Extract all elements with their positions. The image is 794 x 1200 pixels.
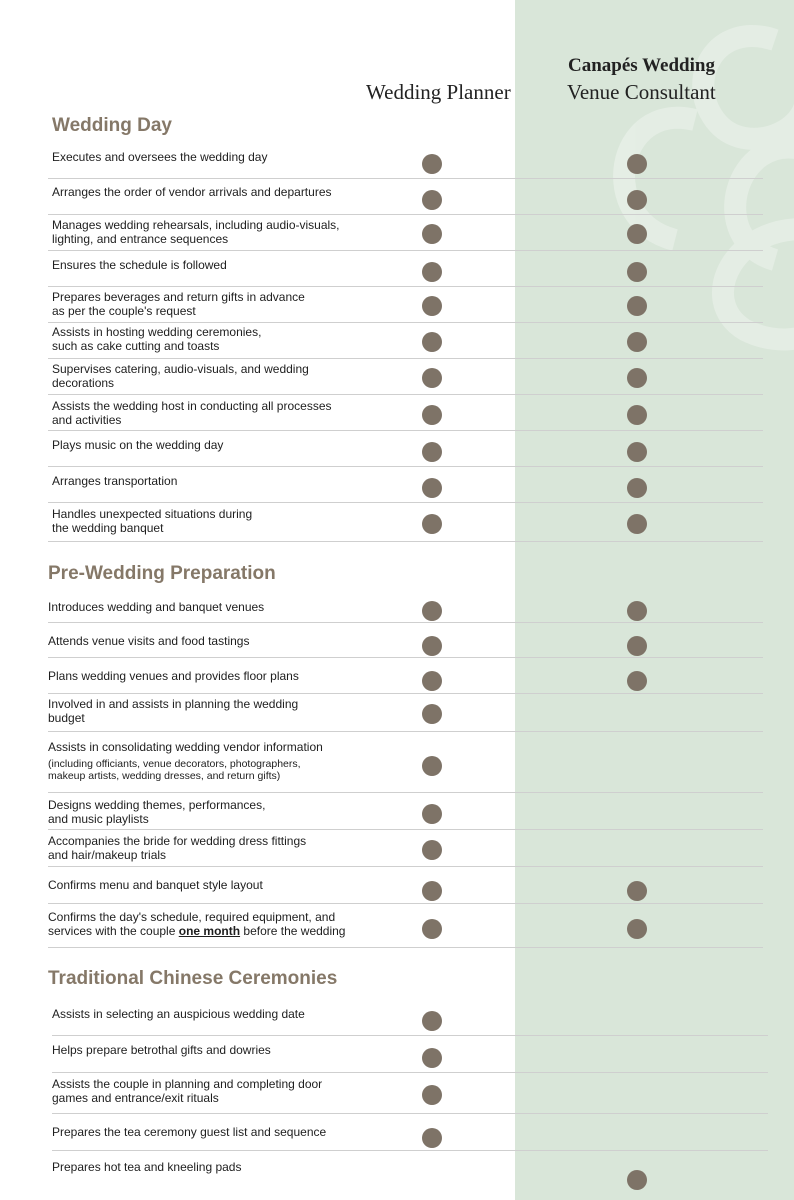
- row-label: Designs wedding themes, performances, and music playlists: [48, 798, 266, 826]
- row-label: Confirms menu and banquet style layout: [48, 878, 263, 892]
- venue-consultant-check-dot: [627, 478, 647, 498]
- row-divider: [48, 657, 763, 658]
- row-label: Executes and oversees the wedding day: [52, 150, 268, 164]
- row-label: Handles unexpected situations during the wedding banquet: [52, 507, 253, 535]
- row-label: Attends venue visits and food tastings: [48, 634, 250, 648]
- row-divider: [52, 1035, 768, 1036]
- row-divider: [48, 829, 763, 830]
- row-divider: [48, 286, 763, 287]
- row-divider: [48, 502, 763, 503]
- wedding-planner-check-dot: [422, 881, 442, 901]
- row-divider: [48, 178, 763, 179]
- row-label: Assists in hosting wedding ceremonies, such as cake cutting and toasts: [52, 325, 262, 353]
- row-divider: [48, 731, 763, 732]
- wedding-planner-check-dot: [422, 1011, 442, 1031]
- row-divider: [48, 430, 763, 431]
- wedding-planner-check-dot: [422, 804, 442, 824]
- wedding-planner-check-dot: [422, 154, 442, 174]
- row-divider: [48, 792, 763, 793]
- row-label: Manages wedding rehearsals, including audio-visuals, lighting, and entrance sequences: [52, 218, 340, 246]
- wedding-planner-check-dot: [422, 1048, 442, 1068]
- wedding-planner-check-dot: [422, 190, 442, 210]
- venue-consultant-check-dot: [627, 514, 647, 534]
- section-title: Wedding Day: [52, 115, 172, 136]
- wedding-planner-check-dot: [422, 368, 442, 388]
- row-label: Arranges the order of vendor arrivals and departures: [52, 185, 332, 199]
- section-title: Pre-Wedding Preparation: [48, 563, 276, 584]
- column-header-venue-consultant: Venue Consultant: [567, 80, 716, 104]
- row-label: Assists in selecting an auspicious wedding date: [52, 1007, 305, 1021]
- emphasis-one-month: one month: [178, 924, 241, 938]
- venue-consultant-check-dot: [627, 368, 647, 388]
- wedding-planner-check-dot: [422, 514, 442, 534]
- row-divider: [48, 394, 763, 395]
- wedding-planner-check-dot: [422, 405, 442, 425]
- row-divider: [48, 693, 763, 694]
- row-label: Prepares the tea ceremony guest list and sequence: [52, 1125, 327, 1139]
- wedding-planner-check-dot: [422, 1085, 442, 1105]
- venue-consultant-check-dot: [627, 405, 647, 425]
- row-label: Prepares hot tea and kneeling pads: [52, 1160, 242, 1174]
- row-divider: [48, 903, 763, 904]
- wedding-planner-check-dot: [422, 756, 442, 776]
- venue-consultant-check-dot: [627, 332, 647, 352]
- wedding-planner-check-dot: [422, 262, 442, 282]
- row-label: Plans wedding venues and provides floor plans: [48, 669, 299, 683]
- row-divider: [48, 322, 763, 323]
- wedding-planner-check-dot: [422, 601, 442, 621]
- row-label: Supervises catering, audio-visuals, and wedding decorations: [52, 362, 309, 390]
- row-divider: [48, 214, 763, 215]
- row-label: Confirms the day's schedule, required equipment, and services with the couple one month before the wedding: [48, 910, 346, 938]
- row-divider: [52, 1072, 768, 1073]
- venue-consultant-check-dot: [627, 671, 647, 691]
- wedding-planner-check-dot: [422, 224, 442, 244]
- row-label: Plays music on the wedding day: [52, 438, 224, 452]
- row-label: Helps prepare betrothal gifts and dowries: [52, 1043, 271, 1057]
- wedding-planner-check-dot: [422, 840, 442, 860]
- row-label: Assists in consolidating wedding vendor information (including officiants, venue decorators, photographers, makeup artists, wedding dresses, and return gifts): [48, 740, 348, 782]
- venue-consultant-check-dot: [627, 919, 647, 939]
- row-divider: [48, 358, 763, 359]
- venue-consultant-check-dot: [627, 224, 647, 244]
- venue-consultant-check-dot: [627, 154, 647, 174]
- venue-consultant-check-dot: [627, 296, 647, 316]
- row-label: Ensures the schedule is followed: [52, 258, 227, 272]
- row-divider: [52, 1113, 768, 1114]
- section-title: Traditional Chinese Ceremonies: [48, 968, 338, 989]
- wedding-planner-check-dot: [422, 704, 442, 724]
- column-header-canapes-wedding: Canapés Wedding: [568, 55, 715, 76]
- wedding-planner-check-dot: [422, 296, 442, 316]
- row-label: Assists the couple in planning and completing door games and entrance/exit rituals: [52, 1077, 323, 1105]
- venue-consultant-check-dot: [627, 190, 647, 210]
- wedding-planner-check-dot: [422, 478, 442, 498]
- venue-consultant-check-dot: [627, 262, 647, 282]
- venue-consultant-check-dot: [627, 881, 647, 901]
- venue-consultant-check-dot: [627, 442, 647, 462]
- wedding-planner-check-dot: [422, 332, 442, 352]
- row-divider: [48, 866, 763, 867]
- wedding-planner-check-dot: [422, 636, 442, 656]
- wedding-planner-check-dot: [422, 1128, 442, 1148]
- row-label: Introduces wedding and banquet venues: [48, 600, 265, 614]
- column-header-wedding-planner: Wedding Planner: [366, 80, 511, 104]
- row-divider: [48, 250, 763, 251]
- row-divider: [48, 622, 763, 623]
- row-label: Arranges transportation: [52, 474, 178, 488]
- wedding-planner-check-dot: [422, 671, 442, 691]
- wedding-planner-check-dot: [422, 442, 442, 462]
- row-label: Prepares beverages and return gifts in advance as per the couple's request: [52, 290, 305, 318]
- venue-consultant-check-dot: [627, 601, 647, 621]
- row-divider: [48, 541, 763, 542]
- row-divider: [48, 466, 763, 467]
- row-label: Accompanies the bride for wedding dress fittings and hair/makeup trials: [48, 834, 307, 862]
- venue-consultant-check-dot: [627, 636, 647, 656]
- row-sublabel: (including officiants, venue decorators, photographers, makeup artists, wedding dresses, and return gifts): [48, 758, 301, 782]
- row-label: Assists the wedding host in conducting all processes and activities: [52, 399, 332, 427]
- venue-consultant-check-dot: [627, 1170, 647, 1190]
- row-label: Involved in and assists in planning the wedding budget: [48, 697, 299, 725]
- row-divider: [52, 1150, 768, 1151]
- wedding-planner-check-dot: [422, 919, 442, 939]
- row-divider: [48, 947, 763, 948]
